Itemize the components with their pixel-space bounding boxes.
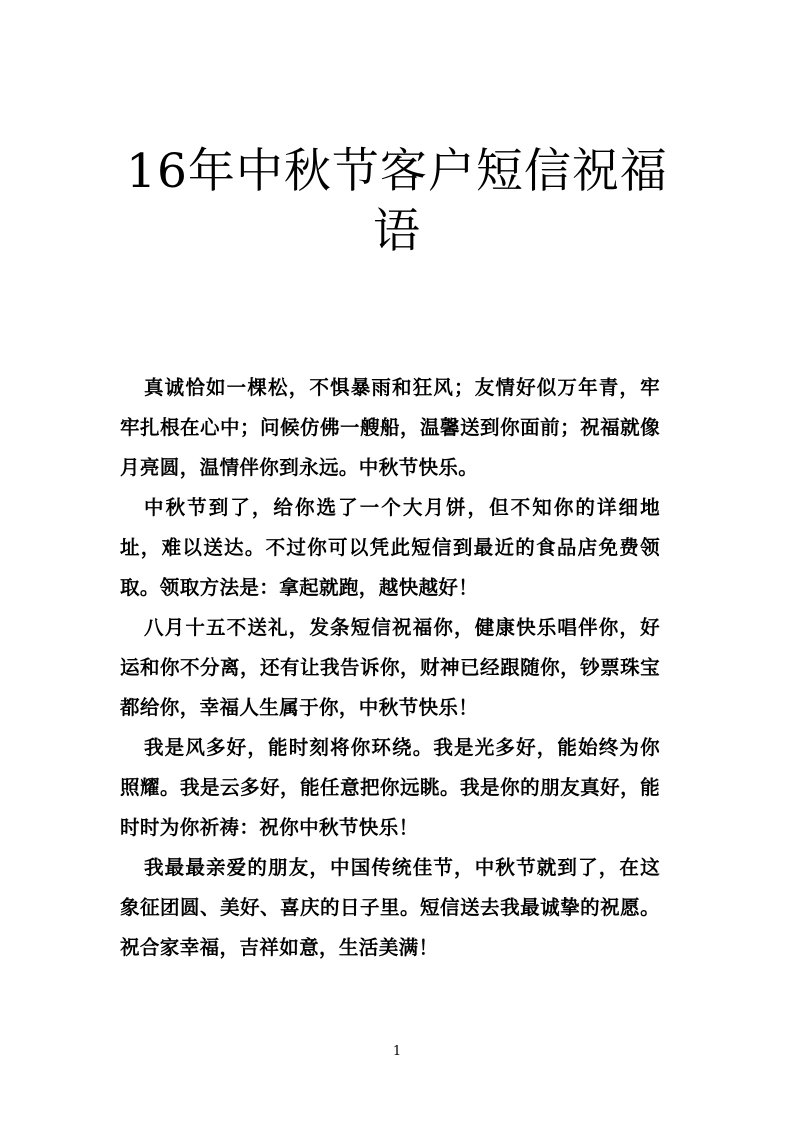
paragraph-5: 我最最亲爱的朋友，中国传统佳节，中秋节就到了，在这象征团圆、美好、喜庆的日子里。短信送去我最诚挚的祝愿。祝合家幸福，吉祥如意，生活美满！ — [120, 856, 660, 959]
paragraph-1: 真诚恰如一棵松，不惧暴雨和狂风；友情好似万年青，牢牢扎根在心中；问候仿佛一艘船，温馨送到你面前；祝福就像月亮圆，温情伴你到永远。中秋节快乐。 — [120, 376, 660, 479]
paragraph-2: 中秋节到了，给你选了一个大月饼，但不知你的详细地址，难以送达。不过你可以凭此短信到最近的食品店免费领取。领取方法是：拿起就跑，越快越好！ — [120, 496, 660, 599]
paragraph-4: 我是风多好，能时刻将你环绕。我是光多好，能始终为你照耀。我是云多好，能任意把你远眺。我是你的朋友真好，能时时为你祈祷：祝你中秋节快乐！ — [120, 736, 660, 839]
paragraph-3: 八月十五不送礼，发条短信祝福你，健康快乐唱伴你，好运和你不分离，还有让我告诉你，财神已经跟随你，钞票珠宝都给你，幸福人生属于你，中秋节快乐！ — [120, 616, 660, 719]
page-number: 1 — [392, 1044, 402, 1059]
document-body — [120, 368, 660, 968]
document-title: 16年中秋节客户短信祝福语 — [126, 144, 668, 259]
